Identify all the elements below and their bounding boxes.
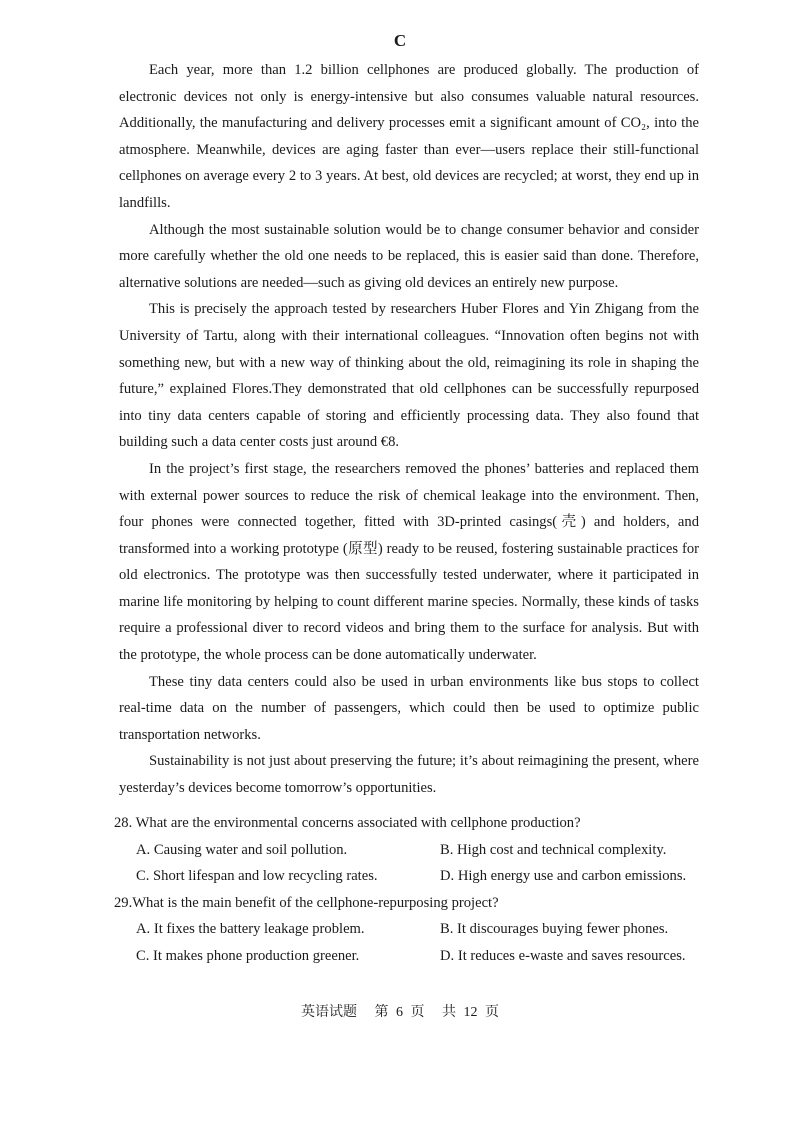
option-a: A. It fixes the battery leakage problem. bbox=[136, 921, 365, 938]
passage-paragraph: This is precisely the approach tested by researchers Huber Flores and Yin Zhigang from the University of Tartu, along with their international colleagues. “Innovation often begins not with something new, but with a new way of thinking about the old, reimagining its role in shaping the future,” explained Flores.They demonstrated that old cellphones can be successfully repurposed into tiny data centers capable of storing and efficiently processing data. They also found that building such a data center costs just around €8. bbox=[119, 301, 699, 451]
option-c: C. It makes phone production greener. bbox=[136, 947, 360, 964]
footer-subject: 英语试题 bbox=[301, 1005, 357, 1020]
passage-paragraph: In the project’s first stage, the researchers removed the phones’ batteries and replaced them with external power sources to reduce the risk of chemical leakage into the environment. Then, four phones were connected together, fitted with 3D-printed casings(壳) and holders, and transformed into a working prototype (原型) ready to be reused, fostering sustainable practices for old electronics. The prototype was then successfully tested underwater, where it participated in marine life monitoring by helping to count different marine species. Normally, these kinds of tasks require a professional diver to record videos and bring them to the surface for analysis. But with the prototype, the whole process can be done automatically underwater. bbox=[119, 460, 699, 664]
option-b: B. High cost and technical complexity. bbox=[440, 841, 667, 858]
option-d: D. High energy use and carbon emissions. bbox=[440, 868, 687, 885]
passage-paragraph: These tiny data centers could also be used in urban environments like bus stops to collect real-time data on the number of passengers, which could then be used to optimize public transportation networks. bbox=[119, 673, 699, 743]
passage-paragraph: Although the most sustainable solution would be to change consumer behavior and consider more carefully whether the old one needs to be replaced, this is easier said than done. Therefore, alternative solutions are needed—such as giving old devices an entirely new purpose. bbox=[119, 221, 699, 291]
option-a: A. Causing water and soil pollution. bbox=[136, 841, 348, 858]
option-c: C. Short lifespan and low recycling rates. bbox=[136, 868, 378, 885]
page-footer bbox=[0, 1003, 800, 1023]
option-list bbox=[114, 916, 704, 969]
reading-passage bbox=[119, 57, 699, 802]
footer-total-pages: 共 12 页 bbox=[442, 1005, 499, 1020]
question-list bbox=[114, 810, 704, 970]
question-28 bbox=[114, 810, 704, 890]
question-29 bbox=[114, 890, 704, 970]
passage-paragraph: Sustainability is not just about preserving the future; it’s about reimagining the present, where yesterday’s devices become tomorrow’s opportunities. bbox=[119, 753, 699, 797]
question-stem: 28. What are the environmental concerns associated with cellphone production? bbox=[114, 815, 581, 831]
footer-page-number: 第 6 页 bbox=[374, 1005, 425, 1020]
option-list bbox=[114, 837, 704, 890]
question-stem: 29.What is the main benefit of the cellphone-repurposing project? bbox=[114, 894, 499, 911]
passage-paragraph: Each year, more than 1.2 billion cellphones are produced globally. The production of electronic devices not only is energy-intensive but also consumes valuable natural resources. Additionally, the manufacturing and delivery processes emit a significant amount of CO₂, into the atmosphere. Meanwhile, devices are aging faster than ever—users replace their still-functional cellphones on average every 2 to 3 years. At best, old devices are recycled; at worst, they end up in landfills. bbox=[119, 62, 699, 211]
option-d: D. It reduces e-waste and saves resources. bbox=[440, 947, 686, 964]
option-b: B. It discourages buying fewer phones. bbox=[440, 921, 669, 938]
section-heading: C bbox=[393, 31, 407, 50]
